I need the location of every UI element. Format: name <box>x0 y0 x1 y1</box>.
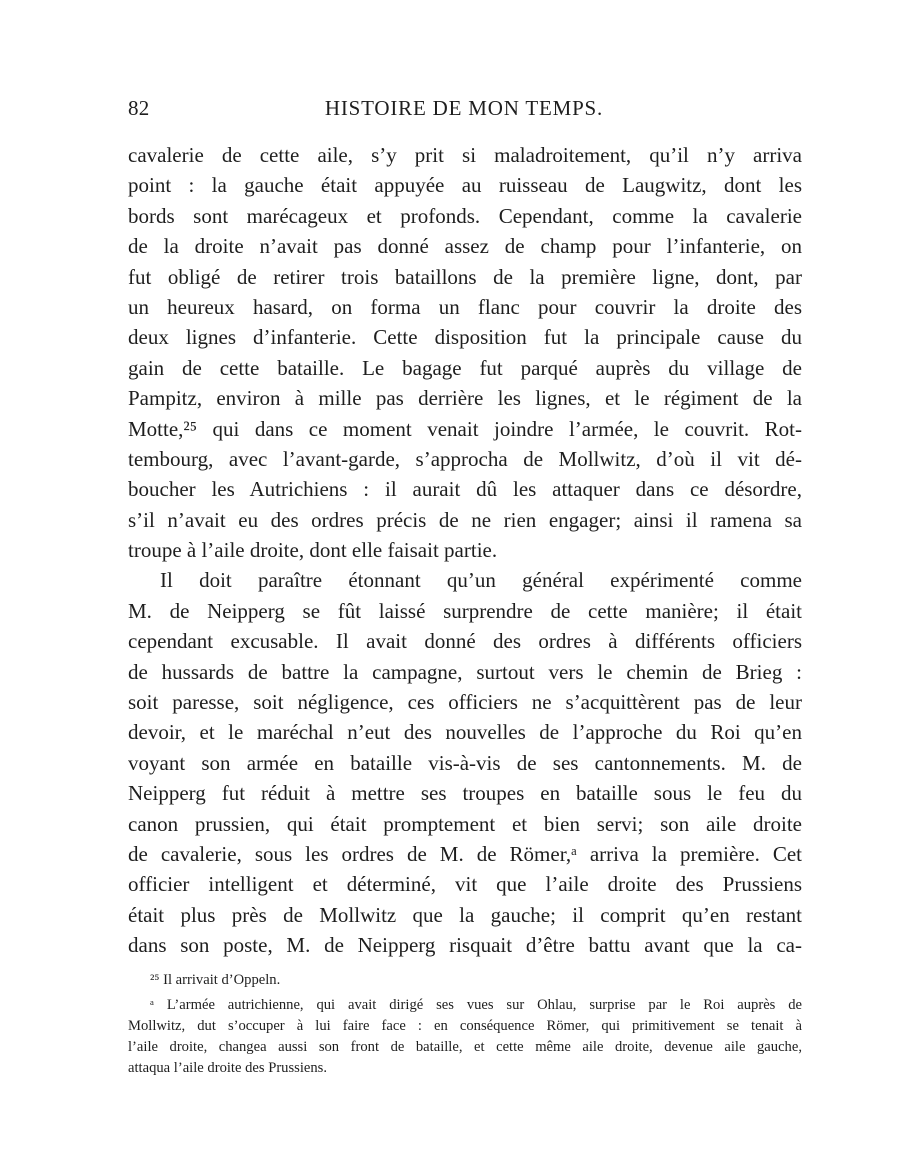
footnotes <box>128 970 802 1079</box>
text-line: soit paresse, soit négligence, ces officiers ne s’acquittèrent pas de leur <box>128 690 802 715</box>
text-line: un heureux hasard, on forma un flanc pour couvrir la droite des <box>128 294 802 319</box>
text-line: tembourg, avec l’avant-garde, s’approcha de Mollwitz, d’où il vit dé- <box>128 446 802 471</box>
text-line-paragraph-start: Il doit paraître étonnant qu’un général expérimenté comme <box>160 568 802 593</box>
text-line: boucher les Autrichiens : il aurait dû les attaquer dans ce désordre, <box>128 477 802 502</box>
text-line: Motte,²⁵ qui dans ce moment venait joindre l’armée, le couvrit. Rot- <box>128 416 802 441</box>
text-line: de la droite n’avait pas donné assez de champ pour l’infanterie, on <box>128 234 802 259</box>
text-line: gain de cette bataille. Le bagage fut parqué auprès du village de <box>128 355 802 380</box>
text-line: était plus près de Mollwitz que la gauche; il comprit qu’en restant <box>128 902 802 927</box>
text-line: devoir, et le maréchal n’eut des nouvelles de l’approche du Roi qu’en <box>128 720 802 745</box>
text-line: cavalerie de cette aile, s’y prit si maladroitement, qu’il n’y arriva <box>128 143 802 167</box>
page-number: 82 <box>128 96 150 120</box>
footnote-a-line: ᵃ L’armée autrichienne, qui avait dirigé ses vues sur Ohlau, surprise par le Roi auprès de <box>150 997 802 1013</box>
text-line: de cavalerie, sous les ordres de M. de Römer,ᵃ arriva la première. Cet <box>128 841 802 866</box>
text-line: Neipperg fut réduit à mettre ses troupes en bataille sous le feu du <box>128 781 802 806</box>
text-line: bords sont marécageux et profonds. Cependant, comme la cavalerie <box>128 203 802 228</box>
footnote-a-line: Mollwitz, dut s’occuper à lui faire face : en conséquence Römer, qui primitivement se tenait à <box>128 1018 802 1034</box>
body-text <box>128 140 802 961</box>
text-line: M. de Neipperg se fût laissé surprendre de cette manière; il était <box>128 598 802 623</box>
text-line: Pampitz, environ à mille pas derrière les lignes, et le régiment de la <box>128 386 802 411</box>
text-line: dans son poste, M. de Neipperg risquait d’être battu avant que la ca- <box>128 933 802 958</box>
text-line: canon prussien, qui était promptement et bien servi; son aile droite <box>128 811 802 836</box>
text-line: de hussards de battre la campagne, surtout vers le chemin de Brieg : <box>128 659 802 684</box>
text-line: voyant son armée en bataille vis-à-vis de ses cantonnements. M. de <box>128 750 802 775</box>
footnote-25: ²⁵ Il arrivait d’Oppeln. <box>150 972 281 988</box>
text-line: cependant excusable. Il avait donné des ordres à différents officiers <box>128 629 802 654</box>
footnote-a-line: l’aile droite, changea aussi son front de bataille, et cette même aile droite, devenue aile gauche, <box>128 1039 802 1055</box>
text-line: point : la gauche était appuyée au ruisseau de Laugwitz, dont les <box>128 173 802 198</box>
footnote-a-line: attaqua l’aile droite des Prussiens. <box>128 1060 327 1076</box>
text-line: fut obligé de retirer trois bataillons de la première ligne, dont, par <box>128 264 802 289</box>
text-line-paragraph-end: troupe à l’aile droite, dont elle faisait partie. <box>128 538 498 563</box>
text-line: officier intelligent et déterminé, vit que l’aile droite des Prussiens <box>128 872 802 897</box>
text-line: deux lignes d’infanterie. Cette disposition fut la principale cause du <box>128 325 802 350</box>
running-title: HISTOIRE DE MON TEMPS. <box>324 96 604 120</box>
running-head <box>128 96 800 130</box>
text-line: s’il n’avait eu des ordres précis de ne rien engager; ainsi il ramena sa <box>128 507 802 532</box>
